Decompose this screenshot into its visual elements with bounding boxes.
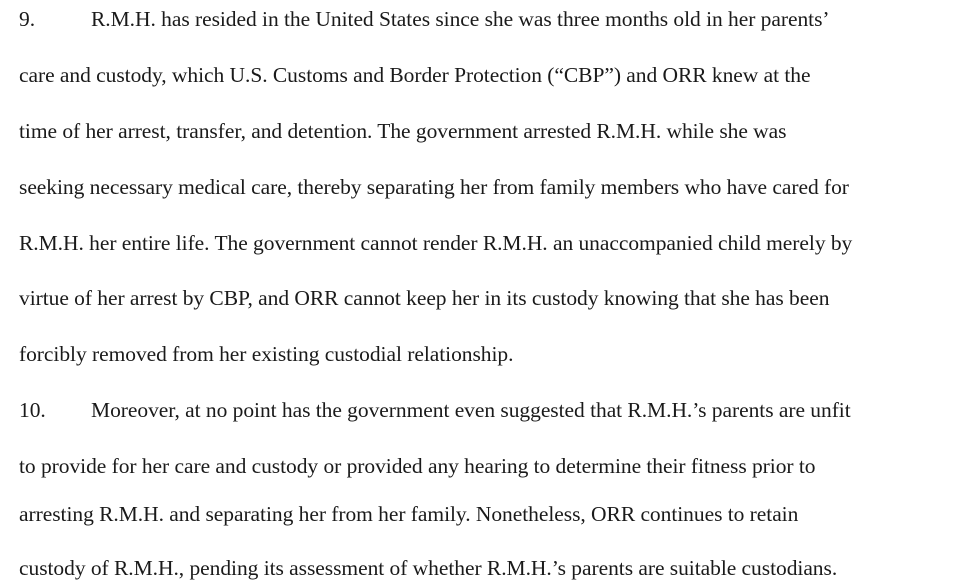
paragraph-9-line-7: forcibly removed from her existing custodial relationship.: [19, 342, 514, 366]
paragraph-10-line-1: [19, 400, 851, 422]
paragraph-9-line-3: time of her arrest, transfer, and detention. The government arrested R.M.H. while she was: [19, 119, 787, 143]
paragraph-text: R.M.H. has resided in the United States since she was three months old in her parents’: [91, 7, 830, 31]
paragraph-9-line-6: virtue of her arrest by CBP, and ORR cannot keep her in its custody knowing that she has been: [19, 286, 830, 310]
paragraph-text: Moreover, at no point has the government even suggested that R.M.H.’s parents are unfit: [91, 398, 851, 422]
paragraph-9-line-1: [19, 9, 830, 31]
paragraph-10-line-3: arresting R.M.H. and separating her from her family. Nonetheless, ORR continues to retain: [19, 502, 799, 526]
paragraph-9-line-2: care and custody, which U.S. Customs and Border Protection (“CBP”) and ORR knew at the: [19, 63, 811, 87]
paragraph-number: 9.: [19, 7, 36, 31]
paragraph-9-line-4: seeking necessary medical care, thereby separating her from family members who have cared for: [19, 175, 849, 199]
paragraph-10-line-2: to provide for her care and custody or provided any hearing to determine their fitness prior to: [19, 454, 816, 478]
paragraph-10-line-4: custody of R.M.H., pending its assessment of whether R.M.H.’s parents are suitable custodians.: [19, 556, 838, 580]
paragraph-9-line-5: R.M.H. her entire life. The government cannot render R.M.H. an unaccompanied child merely by: [19, 231, 853, 255]
paragraph-number: 10.: [19, 398, 46, 422]
